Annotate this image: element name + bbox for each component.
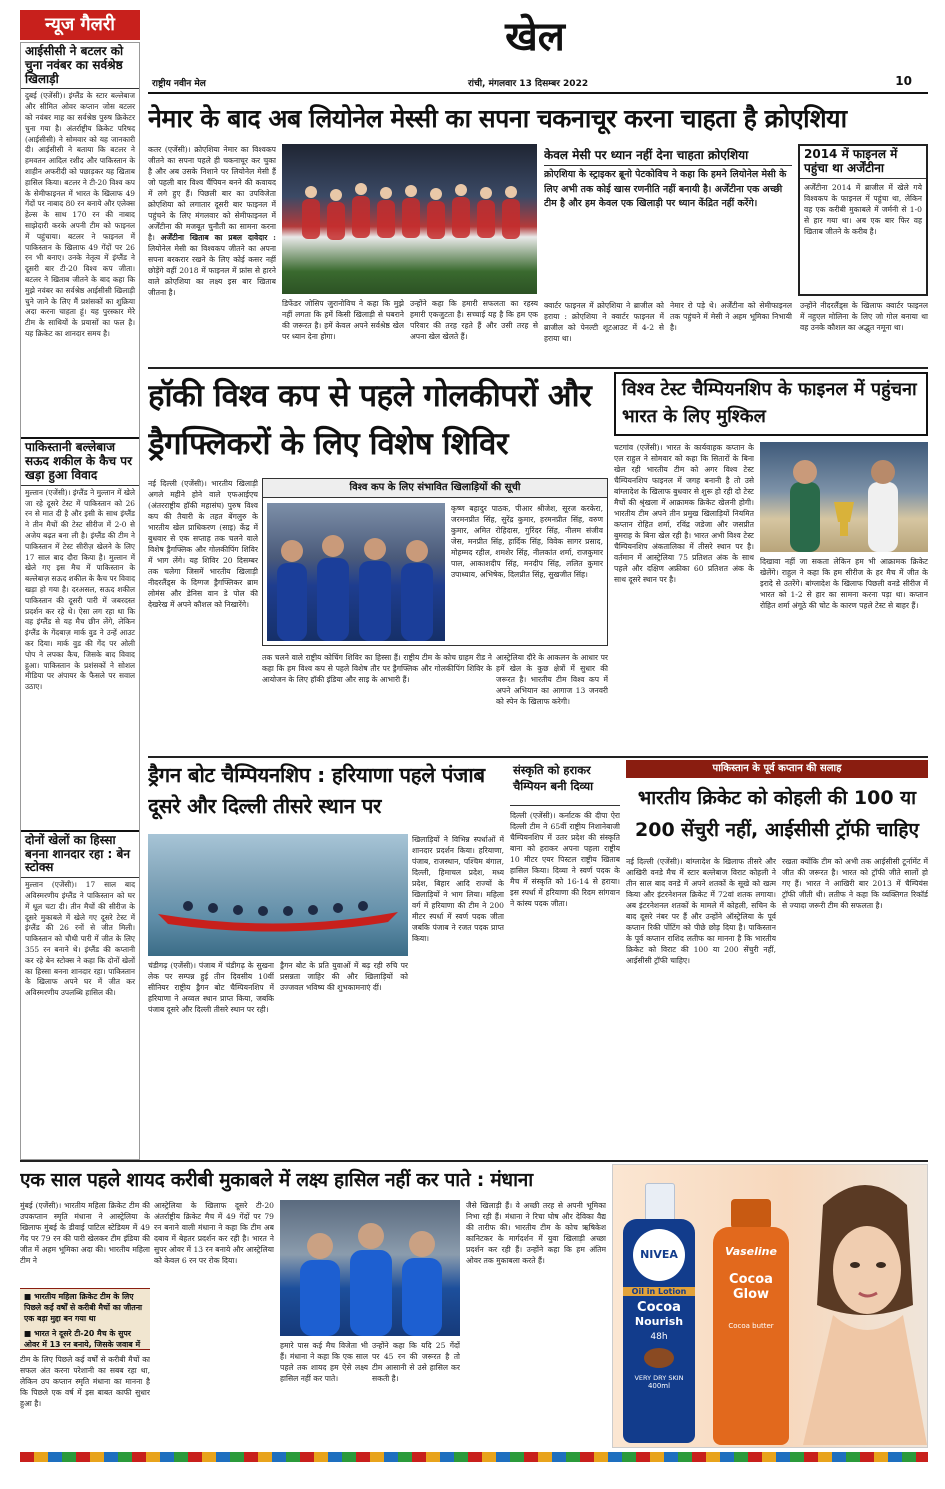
argentina-box-title: 2014 में फाइनल में पहुंचा था अर्जेंटीना [800, 146, 926, 179]
sidebar-story3-body: मुल्तान (एजेंसी)। 17 साल बाद अविस्मरणीय इंग्लैंड ने पाकिस्तान को घर में धूल चटा दी। तीन मैचों की सीरीज के दूसरे मुकाबले में खेले गए दूसरे टेस्ट में इंग्लैंड की 26 रनों से जीत मिली। पाकिस्तान को चौथी पारी में जीत के लिए 355 रन बनाने थे। इंग्लैंड की कप्तानी कर रहे बेन स्टोक्स ने कहा कि दोनों खेलों का हिस्सा बनना शानदार रहा। पाकिस्तान के खिलाफ अपने घर में जीत कर अविस्मरणीय उपलब्धि हासिल की। [25, 880, 135, 998]
vaseline-line3: Cocoa butter [728, 1322, 774, 1330]
nivea-line5: VERY DRY SKIN [634, 1374, 684, 1382]
wtc-headline-box [614, 372, 928, 436]
sidebar-story2-headline: पाकिस्तानी बल्लेबाज सऊद शकील के कैच पर खड़ा हुआ विवाद [21, 437, 139, 485]
vaseline-logo: Vaseline [725, 1245, 777, 1258]
argentina-box-body: अर्जेंटीना 2014 में ब्राजील में खेले गये विश्वकप के फाइनल में पहुंचा था, लेकिन वह एक करीबी मुकाबले में जर्मनी से 1-0 से हार गया था। अब एक बार फिर वह खिताब जीतने के करीब है। [804, 182, 922, 236]
kohli-body: नई दिल्ली (एजेंसी)। बांग्लादेश के खिलाफ तीसरे और आखिरी वनडे मैच में स्टार बल्लेबाज विराट कोहली ने तीन साल बाद वनडे में अपने शतकों के सूखे को खत्म किया और इंटरनेशनल क्रिकेट में 72वां शतक लगाया। अब इंटरनेशनल शतकों के मामले में कोहली, सचिन के बाद दूसरे नंबर पर हैं और उन्होंने ऑस्ट्रेलिया के पूर्व कप्तान रिकी पोंटिंग को पीछे छोड़ दिया है। पाकिस्तान के पूर्व कप्तान राशिद लतीफ का मानना है कि भारतीय क्रिकेट को विराट की 100 या 200 सेंचुरी नहीं, आईसीसी ट्रॉफी चाहिए। [626, 857, 776, 965]
dateline: रांची, मंगलवार 13 दिसम्बर 2022 [468, 79, 589, 89]
lead-sidebar-body: क्रोएशिया के स्ट्राइकर ब्रूनो पेटकोविच ने कहा कि हमने लियोनेल मेसी के लिए अभी तक कोई खास रणनीति नहीं बनायी है। अर्जेंटीना एक अच्छी टीम है और हम केवल एक खिलाड़ी पर ध्यान केंद्रित नहीं करेंगे। [544, 169, 787, 209]
bullet-item: ■ भारतीय महिला क्रिकेट टीम के लिए पिछले कई वर्षों से करीबी मैचों का जीतना एक बड़ा मुद्दा बन गया था [24, 1292, 143, 1323]
sidebar-story1-body: दुबई (एजेंसी)। इंग्लैंड के स्टार बल्लेबाज और सीमित ओवर कप्तान जोस बटलर को नवंबर माह का सर्वश्रेष्ठ पुरुष क्रिकेटर चुना गया है। अंतर्राष्ट्रीय क्रिकेट परिषद (आईसीसी) ने सोमवार को यह जानकारी दी। आईसीसी ने बताया कि बटलर ने हमवतन आदिल रशीद और पाकिस्तान के शाहीन अफरीदी को पछाड़कर यह खिताब हासिल किया। बटलर ने टी-20 विश्व कप के सेमीफाइनल में भारत के खिलाफ 49 गेंदों पर नाबाद 80 रन बनाये और एलेक्स हेल्स के साथ 170 रन की नाबाद साझेदारी करके अपनी टीम को फाइनल में पहुंचाया। बटलर ने फाइनल में पाकिस्तान के खिलाफ 49 गेंदों पर 26 रन भी बनाए। उनके नेतृत्व में इंग्लैंड ने दूसरी बार टी-20 विश्व कप जीता। बटलर ने खिताब जीतने के बाद कहा कि मुझे नवंबर का सर्वश्रेष्ठ आईसीसी खिलाड़ी चुने जाने के लिए मैं प्रशंसकों का शुक्रिया अदा करना चाहता हूं। यह पुरस्कार मेरे टीम के साथियों के प्रयासों का फल है। यह क्रिकेट का शानदार समय है। [25, 91, 135, 338]
nivea-bottle [617, 1183, 701, 1445]
sidebar-story2-body: मुल्तान (एजेंसी)। इंग्लैंड ने मुल्तान में खेले जा रहे दूसरे टेस्ट में पाकिस्तान को 26 रन से मात दी है और इसी के साथ इंग्लैंड ने तीन मैचों की टेस्ट सीरीज में 2-0 से अजेय बढ़त बना ली है। इंग्लैंड की टीम ने पाकिस्तान में टेस्ट सीरीज़ खेलने के लिए 17 साल बाद दौरा किया है। मुल्तान में खेले गए इस मैच में पाकिस्तान के बल्लेबाज़ सऊद शकील के कैच पर विवाद खड़ा हो गया है। दरअसल, सऊद शकील पाकिस्तान की दूसरी पारी में जबरदस्त प्रदर्शन कर रहे थे। ऐसा लग रहा था कि वह इंग्लैंड से यह मैच छीन लेंगे, लेकिन इंग्लैंड के गेंदबाज़ मार्क वुड ने उन्हें आउट कर दिया। मार्क वुड की गेंद पर ओली पोप ने लपका कैच, जिसके बाद विवाद हुआ। पाकिस्तान के प्रशंसकों ने सोशल मीडिया पर अंपायर के फैसले पर सवाल उठाए। [25, 487, 135, 692]
mandhana-body-mid2: हमारे पास कई मैच विजेता भी हैं। मंधाना ने कहा कि एक साल पहले तक शायद हम ऐसे लक्ष्य हासिल नहीं कर पाते। [280, 1341, 368, 1383]
divider [148, 367, 928, 369]
mandhana-body-mid3: उन्होंने कहा कि यदि 25 गेंदों पर 45 रन की जरूरत है तो टीम आसानी से उसे हासिल कर सकती है। [372, 1341, 460, 1383]
hockey-body-bottom2: आस्ट्रेलिया दौरे के आकलन के आधार पर हमें खेल के कुछ क्षेत्रों में सुधार की जरूरत है। भारतीय टीम विश्व कप में अपने अभियान का आगाज 13 जनवरी को स्पेन के खिलाफ करेगी। [496, 653, 608, 706]
wtc-body: चटगांव (एजेंसी)। भारत के कार्यवाहक कप्तान के एल राहुल ने सोमवार को कहा कि सितारों के बिना खेल रही भारतीय टीम को अगर विश्व टेस्ट चैम्पियनशिप फाइनल में जगह बनानी है तो उसे बांग्लादेश के खिलाफ बुधवार से शुरू हो रही दो टेस्ट मैचों की श्रृंखला में आक्रामक क्रिकेट खेलनी होगी। भारतीय टीम अपने तीन प्रमुख खिलाड़ियों नियमित कप्तान रोहित शर्मा, रविंद्र जडेजा और जसप्रीत बुमराह के बिना खेल रही है। भारत अभी विश्व टेस्ट चैम्पियनशिप अंकतालिका में तीसरे स्थान पर है। वर्तमान में आस्ट्रेलिया 75 प्रतिशत अंक के साथ पहले और दक्षिण अफ्रीका 60 प्रतिशत अंक के साथ दूसरे स्थान पर है। [614, 443, 754, 584]
wtc-trophy-photo [760, 442, 928, 552]
nivea-line4: 48h [650, 1332, 668, 1342]
lead-subhead: अर्जेंटीना खिताब का प्रबल दावेदार : [160, 233, 276, 242]
mandhana-body-right: जैसे खिलाड़ी हैं। वे अच्छी तरह से अपनी भूमिका निभा रही हैं। मंधाना ने रिचा घोष और देविका वैद्य की तारीफ की। भारतीय टीम के कोच ऋषिकेश कानिटकर के मार्गदर्शन में युवा खिलाड़ी अच्छा प्रदर्शन कर रही हैं। उन्होंने कहा कि हम अंतिम ओवर तक मुकाबला करते हैं। [466, 1201, 606, 1265]
lead-body-mid2: उन्होंने कहा कि हमारी सफलता का रहस्य हमारी एकजुटता है। सच्चाई यह है कि हम एक परिवार की तरह रहते हैं और उसी तरह से अपना खेल खेलते हैं। [410, 299, 538, 341]
lead-body-left: कतर (एजेंसी)। क्रोएशिया नेमार का विश्वकप जीतने का सपना पहले ही चकनाचूर कर चुका है और अब उसके निशाने पर लियोनेल मेसी हैं जो पहली बार विश्व चैंपियन बनने की कवायद में लगे हुए हैं। पिछली बार का उपविजेता क्रोएशिया को लगातार दूसरी बार फाइनल में पहुंचने के लिए मंगलवार को सेमीफाइनल में अर्जेंटीना की मजबूत चुनौती का सामना करना है। अर्जेंटीना खिताब का प्रबल दावेदार : लियोनेल मेसी का विश्वकप जीतने का अपना सपना बरकरार रखने के लिए कोई कसर नहीं छोड़ेंगे वहीं 2018 में फाइनल में फ्रांस से हारने वाले क्रोएशिया का लक्ष्य इस बार खिताब जीतना है। [148, 145, 276, 297]
hockey-headline: हॉकी विश्व कप से पहले गोलकीपरों और ड्रैगफ्लिकरों के लिए विशेष शिविर [148, 378, 592, 462]
nivea-line6: 400ml [647, 1382, 671, 1390]
wtc-headline: विश्व टेस्ट चैम्पियनशिप के फाइनल में पहुंचना भारत के लिए मुश्किल [622, 379, 917, 427]
section-title: खेल [505, 14, 565, 60]
argentina-box [798, 144, 928, 296]
dragon-body-left: चंडीगढ़ (एजेंसी)। पंजाब में चंडीगढ़ के सुखना लेक पर सम्पन्न हुई तीन दिवसीय 10वीं सीनियर राष्ट्रीय ड्रैगन बोट चैम्पियनशिप में हरियाणा ने अव्वल स्थान प्राप्त किया, जबकि पंजाब दूसरे और दिल्ली तीसरे स्थान पर रही। [148, 961, 274, 1014]
nivea-line2: Cocoa [637, 1300, 681, 1315]
divider [20, 1160, 928, 1162]
lead-qf-col1: क्वार्टर फाइनल में क्रोएशिया ने ब्राजील को हराया : क्रोएशिया ने क्वार्टर फाइनल में ब्राजील को पेनल्टी शूटआउट में 4-2 से हराया था। [544, 301, 664, 343]
cricketers-icon [280, 1200, 460, 1336]
color-strip [20, 1452, 928, 1462]
divya-headline [510, 760, 620, 806]
mandhana-body: मुंबई (एजेंसी)। भारतीय महिला क्रिकेट टीम की उपकप्तान स्मृति मंधाना ने आस्ट्रेलिया के खिलाफ मुंबई के डीवाई पाटिल स्टेडियम में 49 गेंद पर 79 रन की पारी खेलकर टीम इंडिया की जीत में अहम भूमिका अदा की। भारतीय महिला टीम ने [20, 1201, 150, 1265]
nivea-line1: Oil in Lotion [623, 1287, 695, 1296]
divya-headline-text: संस्कृति को हराकर चैम्पियन बनी दिव्या [513, 763, 594, 793]
mandhana-body-2: टीम के लिए पिछले कई वर्षों से करीबी मैचों का सफल अंत करना परेशानी का सबब रहा था, लेकिन उप कप्तान स्मृति मंधाना का मानना है कि पिछले एक वर्ष में इस बाबत काफी सुधार हुआ है। [20, 1355, 150, 1408]
dragon-boat-photo [148, 834, 408, 956]
masthead: राष्ट्रीय नवीन मेल [152, 79, 206, 89]
cocoa-icon [644, 1348, 674, 1368]
vaseline-bottle [709, 1199, 793, 1445]
nivea-line3: Nourish [634, 1315, 684, 1328]
kohli-body-2: रखता क्योंकि टीम को अभी तक आईसीसी टूर्नामेंट में जीत की जरूरत है। भारत को ट्रॉफी जीते सालों हो गए हैं। भारत ने आखिरी बार 2013 में चैम्पियंस ट्रॉफी जीती थी। लतीफ ने कहा कि व्यक्तिगत रिकॉर्ड से ज्यादा जरूरी टीम की सफलता है। [782, 857, 928, 910]
advertisement[interactable] [612, 1164, 928, 1448]
mandhana-bullets [20, 1288, 150, 1350]
lead-body-mid: डिफेंडर जोसिप जुरानोविच ने कहा कि मुझे नहीं लगता कि हमें किसी खिलाड़ी से घबराने की जरूरत है। हमें केवल अपने सर्वश्रेष्ठ खेल पर ध्यान देना होगा। [282, 299, 404, 341]
hockey-box [262, 478, 608, 646]
hockey-box-title: विश्व कप के लिए संभावित खिलाड़ियों की सूची [263, 479, 607, 498]
lead-qf-col2: नेमार रो पड़े थे। अर्जेंटीना को सेमीफाइनल तक पहुंचने में मेसी ने अहम भूमिका निभायी है। [670, 301, 792, 332]
mandhana-headline: एक साल पहले शायद करीबी मुकाबले में लक्ष्य हासिल नहीं कर पाते : मंधाना [20, 1169, 533, 1191]
boat-icon [148, 834, 408, 956]
dragon-body-mid: ड्रैगन बोट के प्रति युवाओं में बढ़ रही रुचि पर प्रसन्नता जाहिर की और खिलाड़ियों को उज्जवल भविष्य की शुभकामनाएं दीं। [280, 961, 408, 992]
lead-qf-col3: उन्होंने नीदरलैंड्स के खिलाफ क्वार्टर फाइनल में नहुएल मोलिना के लिए जो गोल बनाया था वह उनके कौशल का अद्भुत नमूना था। [800, 301, 928, 332]
divya-body: दिल्ली (एजेंसी)। कर्नाटक की दीपा ऐरा दिल्ली टीम ने 65वीं राष्ट्रीय निशानेबाजी चैम्पियनशिप में उतर प्रदेश की संस्कृति बाना को हराकर अपना पहला राष्ट्रीय 10 मीटर एयर पिस्टल राष्ट्रीय खिताब हासिल किया। दिव्या ने स्वर्ण पदक के मैच में संस्कृति को 16-14 से हराया। इस स्पर्धा में हरियाणा की रिदम सांगवान ने कांस्य पदक जीता। [510, 811, 620, 908]
sidebar-story1-headline: आईसीसी ने बटलर को चुना नवंबर का सर्वश्रेष्ठ खिलाड़ी [21, 43, 139, 89]
mandhana-body-mid: आस्ट्रेलिया के खिलाफ दूसरे टी-20 अंतर्राष्ट्रीय क्रिकेट मैच में 49 गेंदों पर 79 रन बनाने वाली मंधाना ने कहा कि टीम अब दबाव में बेहतर प्रदर्शन कर रही है। भारत ने सुपर ओवर में 13 रन बनाये और आस्ट्रेलिया को केवल 6 रन पर रोक दिया। [154, 1201, 274, 1265]
kohli-headline: भारतीय क्रिकेट को कोहली की 100 या 200 सेंचुरी नहीं, आईसीसी ट्रॉफी चाहिए [635, 787, 919, 841]
vaseline-line2: Glow [732, 1287, 770, 1302]
page-number: 10 [895, 74, 912, 88]
mandhana-photo [280, 1200, 460, 1336]
sidebar-label: न्यूज गैलरी [20, 10, 140, 40]
header-bar [148, 72, 928, 94]
lead-headline: नेमार के बाद अब लियोनेल मेस्सी का सपना चकनाचूर करना चाहता है क्रोएशिया [148, 104, 847, 133]
hockey-box-body: कृष्ण बहादुर पाठक, पीआर श्रीजेश, सूरज करकेरा, जरमनप्रीत सिंह, सुरेंद्र कुमार, हरमनप्रीत सिंह, वरुण कुमार, अमित रोहिदास, गुरिंदर सिंह, नीलम संजीव जेस, मनप्रीत सिंह, हार्दिक सिंह, विवेक सागर प्रसाद, मोहम्मद रहील, शमशेर सिंह, नीलकांत शर्मा, राजकुमार पाल, आकाशदीप सिंह, मनदीप सिंह, ललित कुमार उपाध्याय, अभिषेक, दिलप्रीत सिंह, सुखजीत सिंह। [451, 504, 603, 579]
hockey-team-photo [267, 503, 445, 641]
sidebar-story3-headline: दोनों खेलों का हिस्सा बनना शानदार रहा : बेन स्टोक्स [21, 830, 139, 878]
vaseline-line1: Cocoa [729, 1272, 773, 1287]
kohli-kicker: पाकिस्तान के पूर्व कप्तान की सलाह [626, 760, 928, 778]
nivea-logo: NIVEA [633, 1229, 685, 1281]
trophy-icon [760, 442, 928, 552]
dragon-headline [148, 760, 504, 830]
dragon-headline-text: ड्रैगन बोट चैम्पियनशिप : हरियाणा पहले पंजाब दूसरे और दिल्ली तीसरे स्थान पर [148, 763, 485, 818]
model-image [803, 1175, 927, 1445]
hockey-players-icon [267, 503, 445, 641]
hockey-body-left: नई दिल्ली (एजेंसी)। भारतीय खिलाड़ी अगले महीने होने वाले एफआईएच (अंतरराष्ट्रीय हॉकी महासंघ) पुरुष विश्व कप की तैयारी के तहत बेंगलुरु के भारतीय खेल प्राधिकरण (साइ) केंद्र में बुधवार से एक सप्ताह तक चलने वाले विशेष ड्रैगफ्लिक और गोलकीपिंग शिविर में भाग लेंगे। यह शिविर 20 दिसम्बर तक चलेगा जिसमें भारतीय खिलाड़ी नीदरलैंड्स के दिग्गज ड्रैगफ्लिकर ब्राम लोमंस और डेनिस वान डे पोल की देखरेख में अपने कौशल को निखारेंगे। [148, 479, 258, 609]
bullet-item: ■ भारत ने दूसरे टी-20 मैच के सुपर ओवर में 13 रन बनाये, जिसके जवाब में [24, 1329, 141, 1349]
croatia-team-photo [282, 144, 537, 294]
sidebar [20, 42, 140, 1160]
lead-kicker: केवल मेसी पर ध्यान नहीं देना चाहता क्रोएशिया [544, 144, 792, 166]
hockey-body-bottom: तक चलने वाले राष्ट्रीय कोचिंग शिविर का हिस्सा हैं। राष्ट्रीय टीम के कोच ग्राहम रीड ने कहा कि हम विश्व कप से पहले विशेष तौर पर ड्रैगफ्लिक और गोलकीपिंग शिविर के आयोजन के लिए हॉकी इंडिया और साइ के आभारी हैं। [262, 653, 492, 684]
wtc-body-2: दिखावा नहीं जा सकता लेकिन हम भी आक्रामक क्रिकेट खेलेंगे। राहुल ने कहा कि हम सीरीज के हर मैच में जीत के इरादे से उतरेंगे। बांग्लादेश के खिलाफ पिछली वनडे सीरीज में भारत को 1-2 से हार का सामना करना पड़ा था। कप्तान रोहित शर्मा अंगूठे की चोट के कारण पहले टेस्ट से बाहर हैं। [760, 557, 928, 610]
divider [148, 756, 928, 758]
dragon-body-right: खिलाड़ियों ने विभिन्न स्पर्धाओं में शानदार प्रदर्शन किया। हरियाणा, पंजाब, राजस्थान, पश्चिम बंगाल, दिल्ली, हिमाचल प्रदेश, मध्य प्रदेश, बिहार आदि राज्यों के खिलाड़ियों ने भाग लिया। महिला वर्ग में हरियाणा की टीम ने 200 मीटर स्पर्धा में स्वर्ण पदक जीता जबकि पंजाब ने रजत पदक प्राप्त किया। [412, 835, 504, 943]
players-silhouette-icon [282, 144, 537, 294]
